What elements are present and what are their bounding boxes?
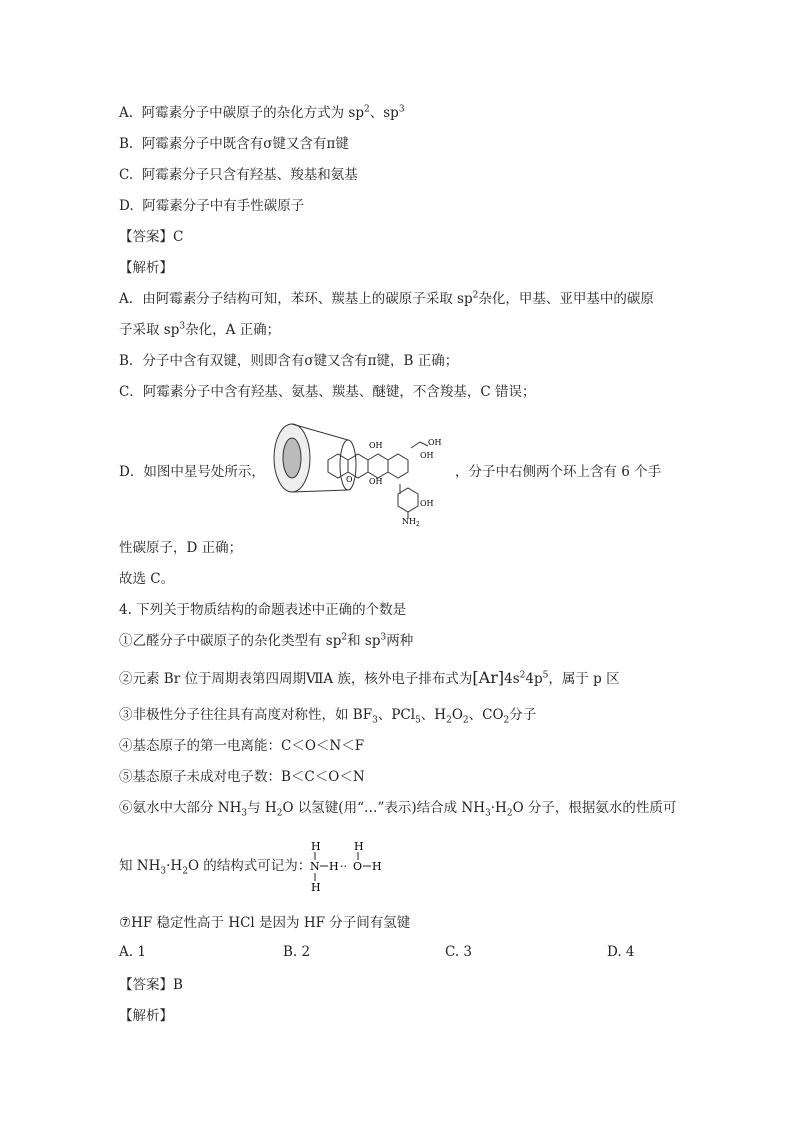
answer: 【答案】C — [119, 229, 184, 245]
option-a: A. 阿霉素分子中碳原子的杂化方式为 $sp^2$、$sp^3$ — [119, 104, 405, 121]
struct-n: N — [310, 860, 320, 873]
analysis-title: 【解析】 — [119, 260, 173, 276]
label-o: O — [346, 475, 353, 484]
analysis-b: B．分子中含有双键，则即含有σ键又含有π键，B 正确； — [119, 353, 459, 369]
structure-formula — [302, 838, 392, 896]
choice-b: B. 2 — [283, 944, 311, 960]
analysis-d-line1b: ，分子中右侧两个环上含有 6 个手 — [455, 464, 662, 480]
q4-stem: 4. 下列关于物质结构的命题表述中正确的个数是 — [119, 602, 407, 618]
choice-d: D. 4 — [607, 944, 635, 960]
struct-h-o: H — [354, 840, 364, 853]
struct-h-mid: H — [329, 860, 339, 873]
struct-o: O — [353, 860, 363, 873]
statement-1: ①乙醛分子中碳原子的杂化类型有 $sp^2$和 $sp^3$两种 — [119, 632, 414, 649]
statement-7: ⑦HF 稳定性高于 HCl 是因为 HF 分子间有氢键 — [119, 915, 411, 931]
choice-a: A. 1 — [119, 944, 146, 960]
analysis-d-line1a: D．如图中星号处所示， — [119, 464, 265, 480]
option-b: B. 阿霉素分子中既含有σ键又含有π键 — [119, 136, 349, 152]
analysis-d-line2: 性碳原子，D 正确； — [119, 540, 243, 556]
option-c: C. 阿霉素分子只含有羟基、羧基和氨基 — [119, 167, 358, 183]
label-oh-sugar: OH — [420, 499, 434, 508]
struct-dots: ·· — [340, 860, 347, 873]
analysis-c: C．阿霉素分子中含有羟基、氨基、羰基、醚键，不含羧基，C 错误； — [119, 384, 536, 400]
statement-2: ②元素 Br 位于周期表第四周期ⅦA 族，核外电子排布式为$[Ar]4s^24p^5$，属于 p 区 — [119, 668, 620, 687]
choice-c: C. 3 — [445, 944, 473, 960]
statement-5: ⑤基态原子未成对电子数：B＜C＜O＜N — [119, 769, 365, 785]
doxorubicin-figure — [268, 418, 453, 528]
statement-6-line2: 知 $NH_3\cdot H_2O$ 的结构式可记为： — [119, 858, 312, 877]
conclusion: 故选 C。 — [119, 571, 175, 587]
statement-6-line1: ⑥氨水中大部分 $NH_3$与 $H_2O$ 以氢键(用“…”表示)结合成 $NH_3\cdot H_2O$ 分子，根据氨水的性质可 — [119, 800, 677, 819]
q4-answer: 【答案】B — [119, 977, 183, 993]
struct-h-bottom: H — [311, 881, 321, 894]
struct-h-top: H — [311, 840, 321, 853]
analysis-a-line2: 子采取 $sp^3$杂化，A 正确； — [119, 321, 281, 338]
q4-analysis-title: 【解析】 — [119, 1008, 173, 1024]
label-nh2: $NH_2$ — [402, 517, 420, 528]
statement-3: ③非极性分子往往具有高度对称性，如 $BF_3$、PCl$_5$、$H_2O_2$、$CO_2$分子 — [119, 707, 537, 726]
label-oh-acid: OH — [428, 438, 442, 447]
label-oh-bottom: OH — [369, 477, 383, 486]
label-oh-right: OH — [420, 451, 434, 460]
option-d: D. 阿霉素分子中有手性碳原子 — [119, 198, 305, 214]
label-oh-top: OH — [369, 441, 383, 450]
statement-4: ④基态原子的第一电离能：C＜O＜N＜F — [119, 738, 365, 754]
analysis-a-line1: A．由阿霉素分子结构可知，苯环、羰基上的碳原子采取 $sp^2$杂化，甲基、亚甲基中的碳原 — [119, 290, 654, 307]
struct-h-right: H — [372, 860, 382, 873]
